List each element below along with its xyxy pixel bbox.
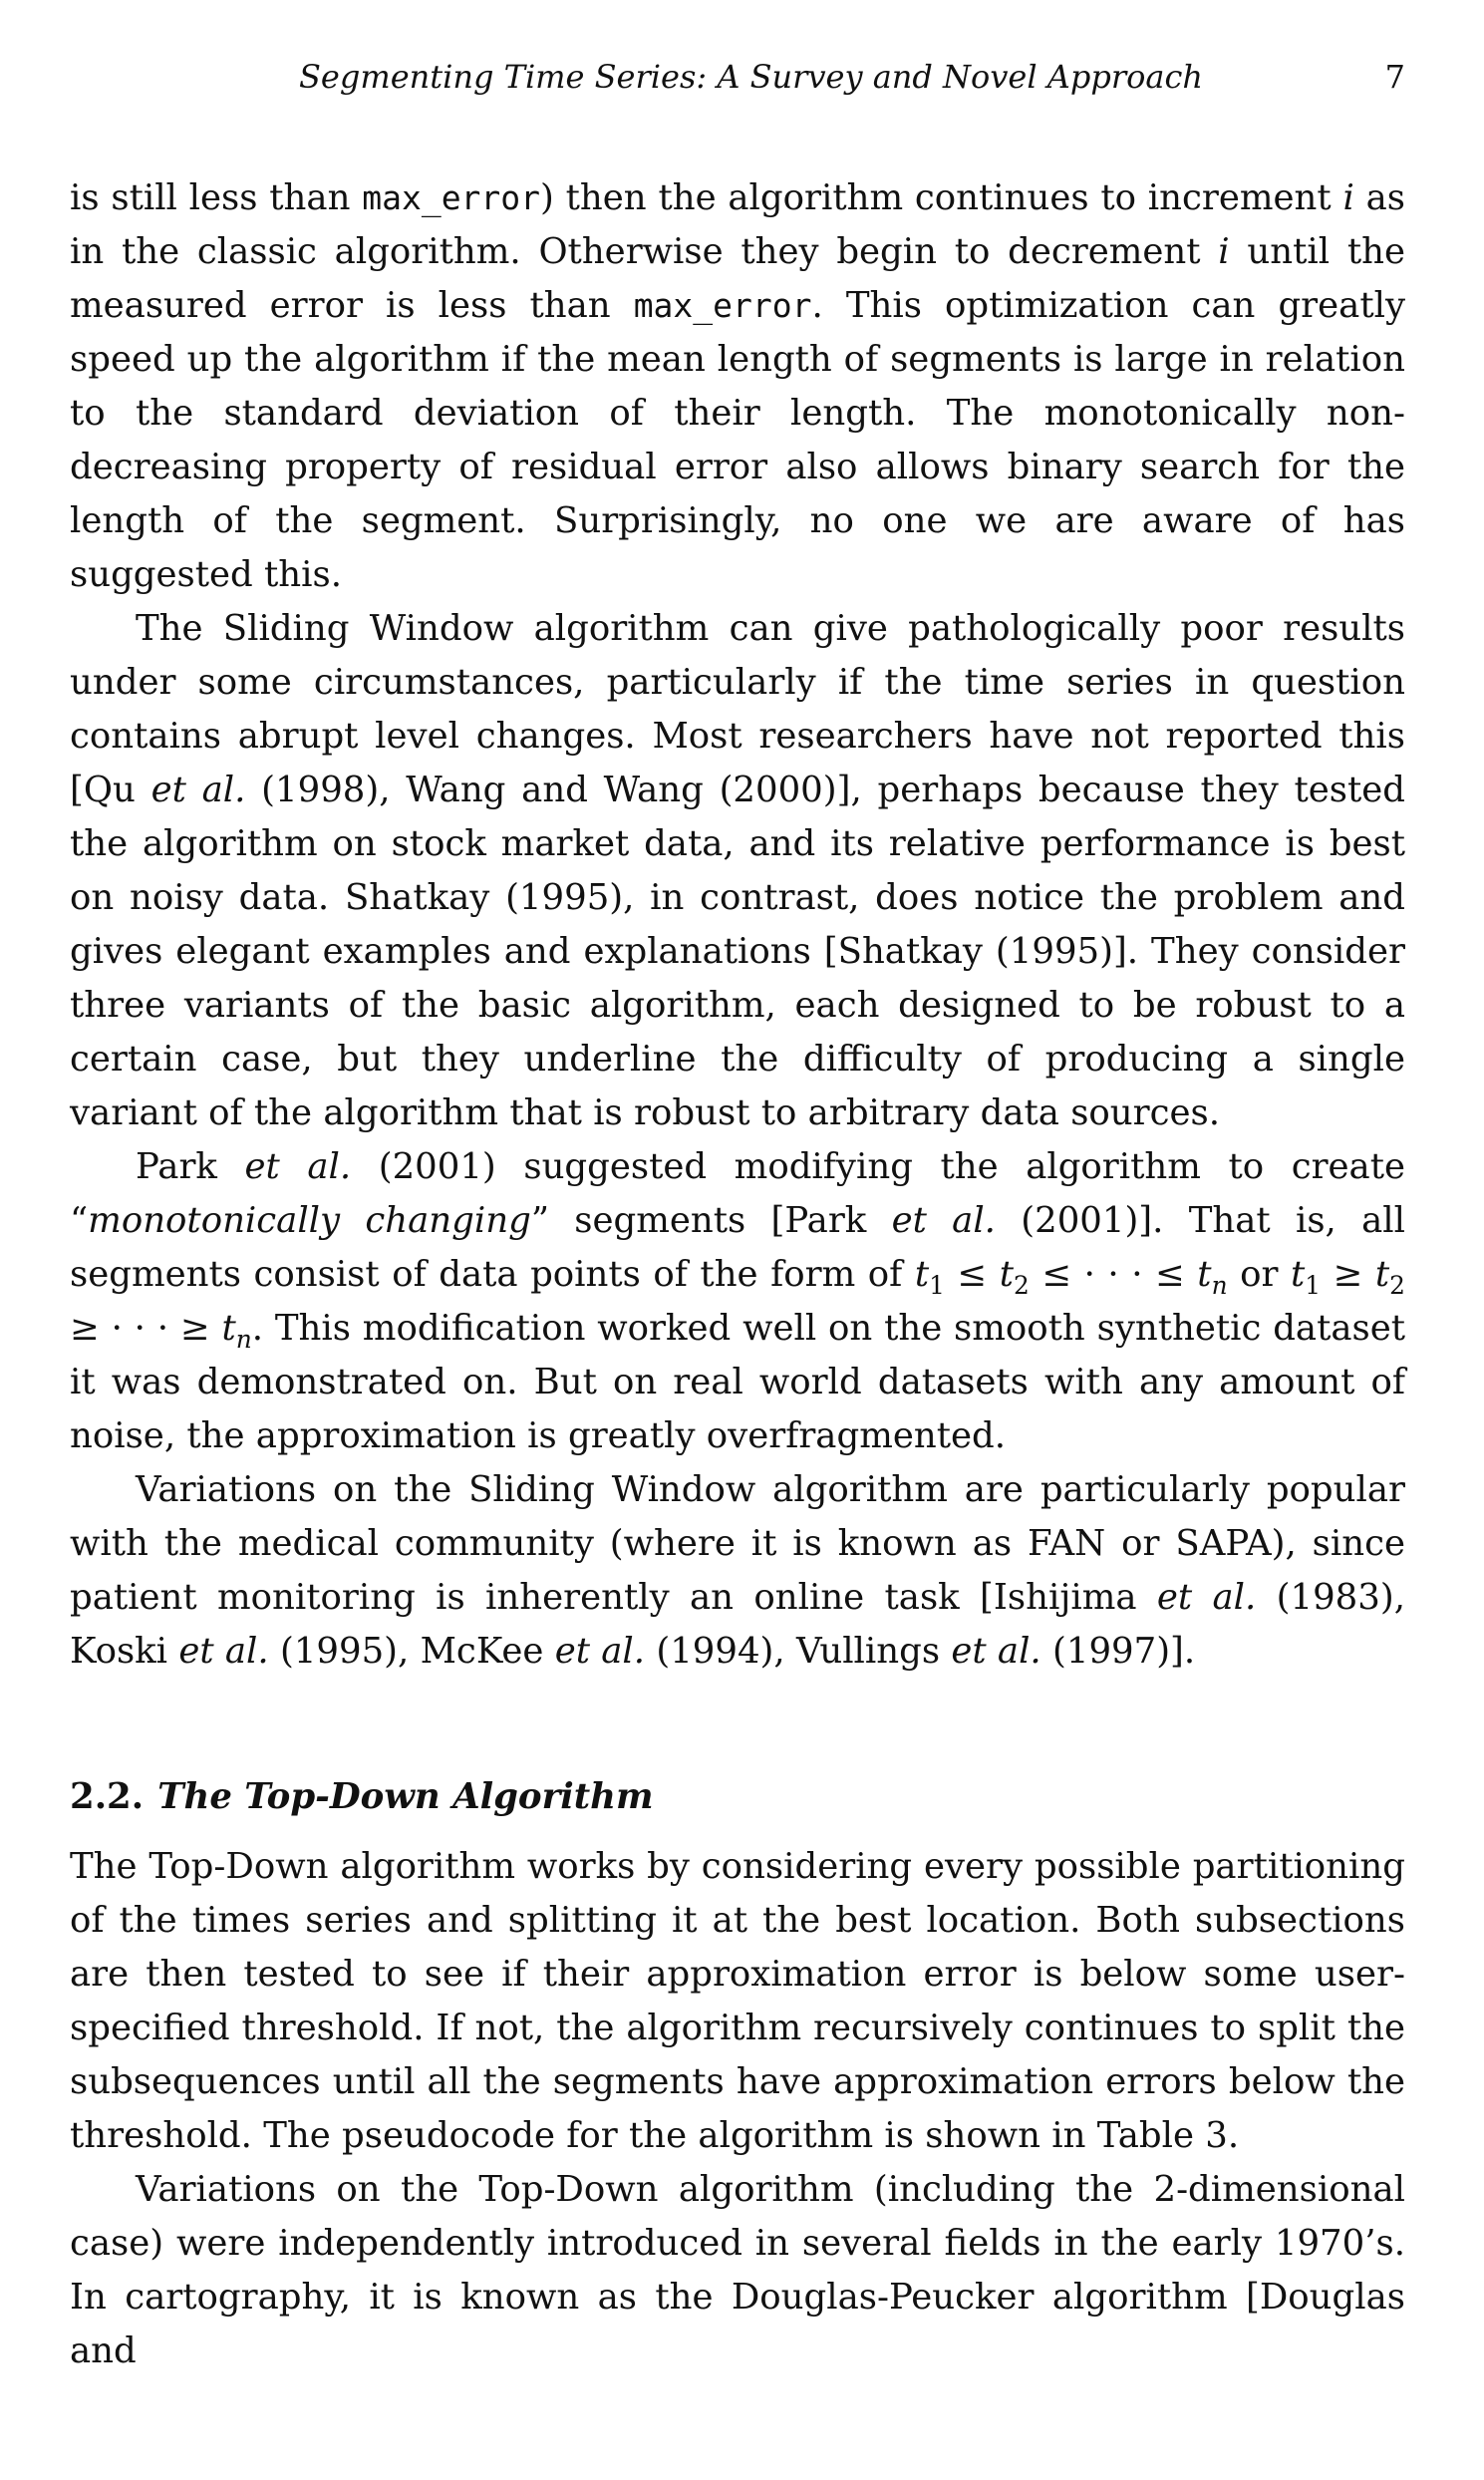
page bbox=[70, 58, 1405, 2378]
et-al: et al. bbox=[1156, 1577, 1257, 1618]
paragraph-4 bbox=[70, 1463, 1405, 1679]
text-run: Variations on the Sliding Window algorithm are particularly popular with the medical community (where it is known as FAN or SAPA), since patient monitoring is inherently an online task [Ishijima bbox=[70, 1469, 1405, 1618]
text-run: as in the classic algorithm. Otherwise they begin to decrement bbox=[70, 177, 1405, 272]
et-al: et al. bbox=[178, 1631, 269, 1672]
text-run: is still less than bbox=[70, 177, 363, 218]
page-number: 7 bbox=[1384, 58, 1405, 96]
text-run: ) then the algorithm continues to increment bbox=[540, 177, 1343, 218]
text-run: (2001)]. That is, all segments consist of data points of the form of bbox=[70, 1200, 1405, 1295]
text-run: . This optimization can greatly speed up the algorithm if the mean length of segments is large in relation to the standard deviation of their length. The monotonically non-decreasing property of residual error also allows binary search for the length of the segment. Surprisingly, no one we are aware of has suggested this. bbox=[70, 285, 1405, 595]
text-run: (1995), McKee bbox=[268, 1631, 555, 1672]
emphasis-monotonically-changing: monotonically changing bbox=[88, 1200, 531, 1241]
et-al: et al. bbox=[150, 770, 246, 810]
paragraph-2 bbox=[70, 602, 1405, 1140]
text-run: The Sliding Window algorithm can give pathologically poor results under some circumstances, particularly if the time series in question contains abrupt level changes. Most researchers have not reported this [Qu bbox=[70, 608, 1405, 810]
code-max-error: max_error bbox=[362, 178, 541, 217]
et-al: et al. bbox=[244, 1146, 352, 1187]
et-al: et al. bbox=[951, 1631, 1041, 1672]
text-run: until the measured error is less than bbox=[70, 231, 1405, 326]
text-run: Park bbox=[136, 1146, 245, 1187]
et-al: et al. bbox=[891, 1200, 996, 1241]
section-title: The Top-Down Algorithm bbox=[157, 1776, 654, 1817]
text-run: ” segments [Park bbox=[530, 1200, 892, 1241]
text-run: (1994), Vullings bbox=[645, 1631, 952, 1672]
body-text bbox=[70, 171, 1405, 2378]
math-var-i: i bbox=[1342, 177, 1354, 218]
text-run: (1997)]. bbox=[1040, 1631, 1196, 1672]
running-head-title: Segmenting Time Series: A Survey and Novel Approach bbox=[299, 58, 1203, 96]
paragraph-1 bbox=[70, 171, 1405, 602]
et-al: et al. bbox=[554, 1631, 646, 1672]
text-run: The Top-Down algorithm works by considering every possible partitioning of the times series and splitting it at the best location. Both subsections are then tested to see if their approximation error is below some user-specified threshold. If not, the algorithm recursively continues to split the subsequences until all the segments have approximation errors below the threshold. The pseudocode for the algorithm is shown in Table 3. bbox=[70, 1846, 1405, 2156]
text-run: Variations on the Top-Down algorithm (including the 2-dimensional case) were independently introduced in several fields in the early 1970’s. In cartography, it is known as the Douglas-Peucker algorithm [Douglas and bbox=[70, 2169, 1405, 2371]
paragraph-5 bbox=[70, 1840, 1405, 2163]
running-head bbox=[70, 58, 1405, 114]
math-var-i: i bbox=[1218, 231, 1230, 272]
text-run: (2001) suggested modifying the algorithm to create “ bbox=[70, 1146, 1405, 1241]
code-max-error: max_error bbox=[633, 286, 812, 325]
text-run: (1983), Koski bbox=[70, 1577, 1405, 1672]
paragraph-3 bbox=[70, 1140, 1405, 1463]
section-heading bbox=[70, 1770, 1405, 1824]
text-run: . This modification worked well on the smooth synthetic dataset it was demonstrated on. But on real world datasets with any amount of noise, the approximation is greatly overfragmented. bbox=[70, 1308, 1406, 1456]
paragraph-6 bbox=[70, 2163, 1405, 2378]
math-inequality: $t_1 \le t_2$ ≤ · · · ≤ $t_n$ or $t_1 \ge t_2$ ≥ · · · ≥ $t_n$ bbox=[70, 1254, 1405, 1355]
section-number: 2.2. bbox=[70, 1776, 145, 1817]
text-run: (1998), Wang and Wang (2000)], perhaps because they tested the algorithm on stock market data, and its relative performance is best on noisy data. Shatkay (1995), in contrast, does notice the problem and gives elegant examples and explanations [Shatkay (1995)]. They consider three variants of the basic algorithm, each designed to be robust to a certain case, but they underline the difficulty of producing a single variant of the algorithm that is robust to arbitrary data sources. bbox=[70, 770, 1405, 1133]
